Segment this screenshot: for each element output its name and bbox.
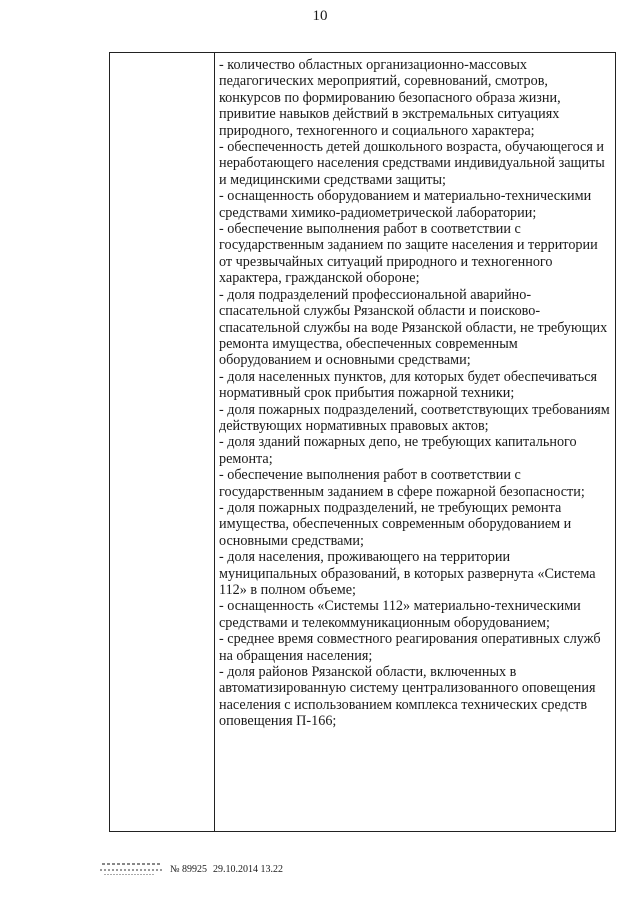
list-item: - количество областных организационно-массовых педагогических мероприятий, соревнований, смотров, конкурсов по формированию безопасного образа жизни, привитие навыков действий в экстремальных ситуациях природного, техногенного и социального характера; [219, 57, 561, 139]
indicators-table [109, 52, 616, 832]
registration-datetime: 29.10.2014 13.22 [213, 863, 284, 875]
table-left-column [110, 53, 215, 831]
list-item: - доля населения, проживающего на территории муниципальных образований, в которых развернута «Система 112» в полном объеме; [219, 549, 596, 598]
list-item: - обеспечение выполнения работ в соответствии с государственным заданием в сфере пожарной безопасности; [219, 467, 585, 500]
list-item: - среднее время совместного реагирования оперативных служб на обращения населения; [219, 631, 601, 664]
registration-number: № 89925 [170, 863, 208, 875]
registration-stamp-icon [100, 860, 164, 878]
list-item: - доля районов Рязанской области, включенных в автоматизированную систему централизованного оповещения населения с использованием комплекса технических средств оповещения П-166; [219, 664, 596, 730]
page-number: 10 [312, 8, 328, 24]
table-right-column [219, 57, 611, 730]
list-item: - обеспечение выполнения работ в соответствии с государственным заданием по защите населения и территории от чрезвычайных ситуаций природного и техногенного характера, гражданской обороне; [219, 221, 598, 287]
list-item: - оснащенность «Системы 112» материально-техническими средствами и телекоммуникационным оборудованием; [219, 598, 581, 631]
list-item: - оснащенность оборудованием и материально-техническими средствами химико-радиометрической лаборатории; [219, 188, 592, 221]
list-item: - доля подразделений профессиональной аварийно-спасательной службы Рязанской области и поисково-спасательной службы на воде Рязанской области, не требующих ремонта имущества, обеспеченных современным оборудованием и основными средствами; [219, 286, 608, 369]
document-footer [100, 858, 283, 880]
list-item: - обеспеченность детей дошкольного возраста, обучающегося и неработающего населения средствами индивидуальной защиты и медицинскими средствами защиты; [219, 139, 605, 188]
list-item: - доля пожарных подразделений, соответствующих требованиям действующих нормативных правовых актов; [219, 401, 610, 434]
list-item: - доля населенных пунктов, для которых будет обеспечиваться нормативный срок прибытия пожарной техники; [219, 368, 598, 402]
list-item: - доля зданий пожарных депо, не требующих капитального ремонта; [219, 434, 577, 467]
list-item: - доля пожарных подразделений, не требующих ремонта имущества, обеспеченных современным оборудованием и основными средствами; [219, 499, 572, 549]
